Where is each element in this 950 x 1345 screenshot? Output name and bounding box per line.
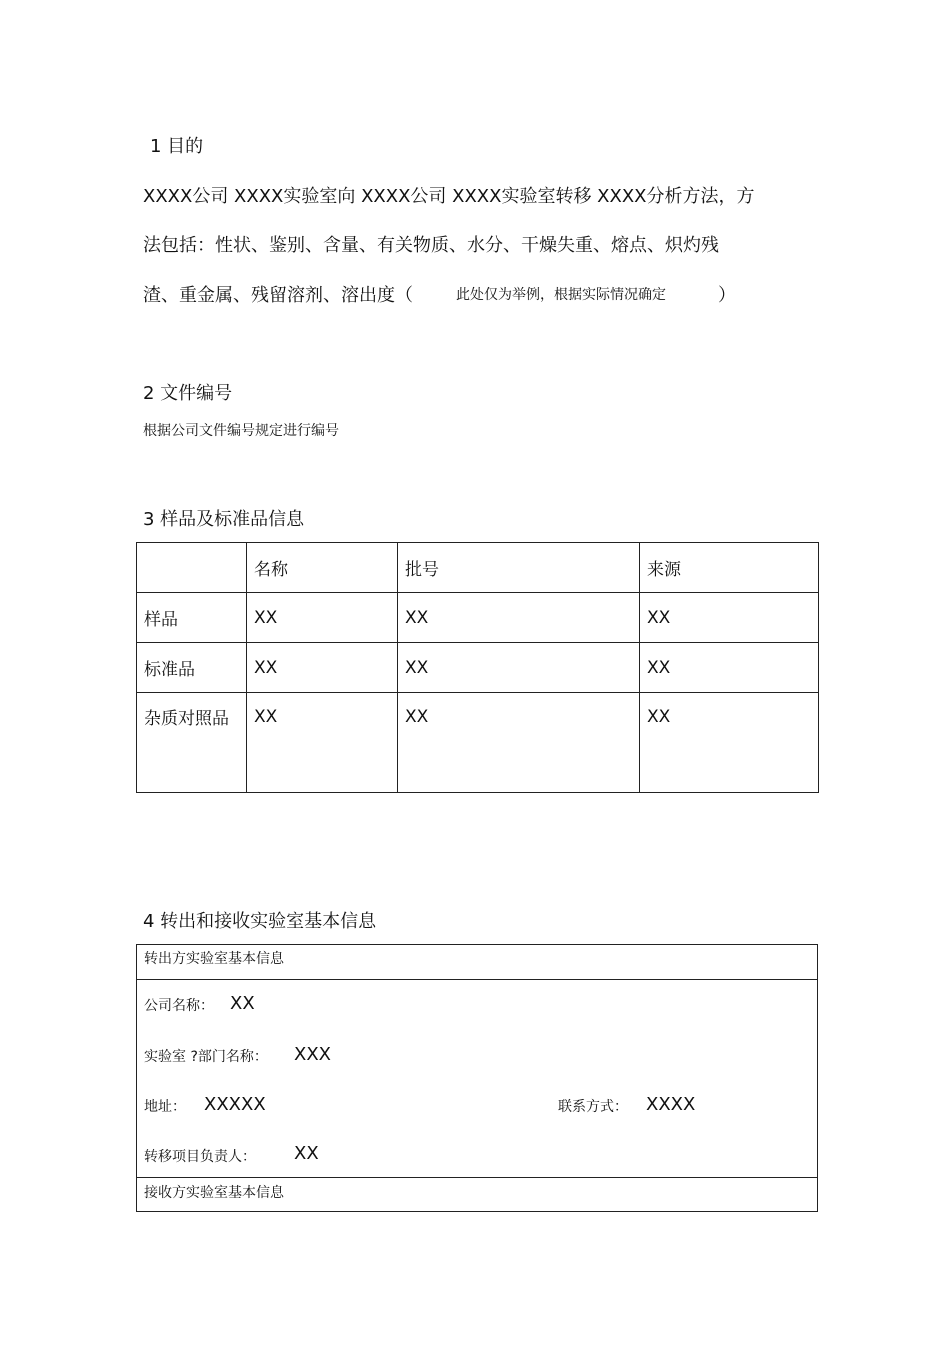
table-cell-batch-text: XX — [405, 707, 429, 727]
section1-note: 此处仅为举例，根据实际情况确定 — [456, 287, 666, 303]
table-cell-batch: XX — [398, 593, 640, 643]
dept-label: 实验室 ?部门名称： — [144, 1049, 268, 1065]
transfer-lab-details-box — [136, 978, 818, 1178]
table-row — [137, 693, 819, 793]
table-row — [137, 593, 819, 643]
table-cell-label — [137, 693, 247, 793]
table-cell-label-text: 杂质对照品 — [144, 709, 229, 729]
company-value: XX — [230, 993, 255, 1014]
owner-value: XX — [294, 1143, 319, 1164]
table-cell-name: XX — [247, 593, 398, 643]
table-header-row — [137, 543, 819, 593]
section2-text: 根据公司文件编号规定进行编号 — [143, 423, 339, 439]
table-cell-name — [247, 693, 398, 793]
company-label: 公司名称： — [144, 998, 214, 1014]
table-header-cell: 名称 — [247, 543, 398, 593]
table-cell-name: XX — [247, 643, 398, 693]
table-cell-label: 标准品 — [137, 643, 247, 693]
receive-lab-title: 接收方实验室基本信息 — [144, 1185, 284, 1201]
transfer-lab-title-box — [136, 944, 818, 980]
dept-value: XXX — [294, 1044, 331, 1065]
table-cell-batch — [398, 693, 640, 793]
owner-label: 转移项目负责人： — [144, 1149, 256, 1165]
table-cell-source-text: XX — [647, 707, 671, 727]
table-cell-label: 样品 — [137, 593, 247, 643]
contact-value: XXXX — [646, 1094, 696, 1115]
section1-line-3: 渣、重金属、残留溶剂、溶出度（ — [143, 285, 413, 306]
contact-label: 联系方式： — [558, 1099, 628, 1115]
section1-line-1: XXXX公司 XXXX实验室向 XXXX公司 XXXX实验室转移 XXXX分析方法，方 — [143, 186, 755, 207]
section3-heading: 3 样品及标准品信息 — [143, 509, 305, 530]
sample-info-table — [136, 542, 819, 793]
section2-heading: 2 文件编号 — [143, 383, 233, 404]
section1-close-paren: ） — [718, 285, 736, 306]
table-cell-name-text: XX — [254, 707, 278, 727]
table-header-cell — [137, 543, 247, 593]
table-cell-source: XX — [640, 593, 819, 643]
section4-heading: 4 转出和接收实验室基本信息 — [143, 911, 377, 932]
table-row — [137, 643, 819, 693]
transfer-lab-title: 转出方实验室基本信息 — [144, 951, 284, 967]
address-label: 地址： — [144, 1099, 186, 1115]
section1-heading: 1 目的 — [150, 136, 204, 157]
receive-lab-title-box — [136, 1177, 818, 1212]
section1-line-2: 法包括：性状、鉴别、含量、有关物质、水分、干燥失重、熔点、炽灼残 — [143, 235, 719, 256]
table-cell-batch: XX — [398, 643, 640, 693]
table-header-cell: 来源 — [640, 543, 819, 593]
table-cell-source: XX — [640, 643, 819, 693]
table-header-cell: 批号 — [398, 543, 640, 593]
table-cell-source — [640, 693, 819, 793]
address-value: XXXXX — [204, 1094, 266, 1115]
